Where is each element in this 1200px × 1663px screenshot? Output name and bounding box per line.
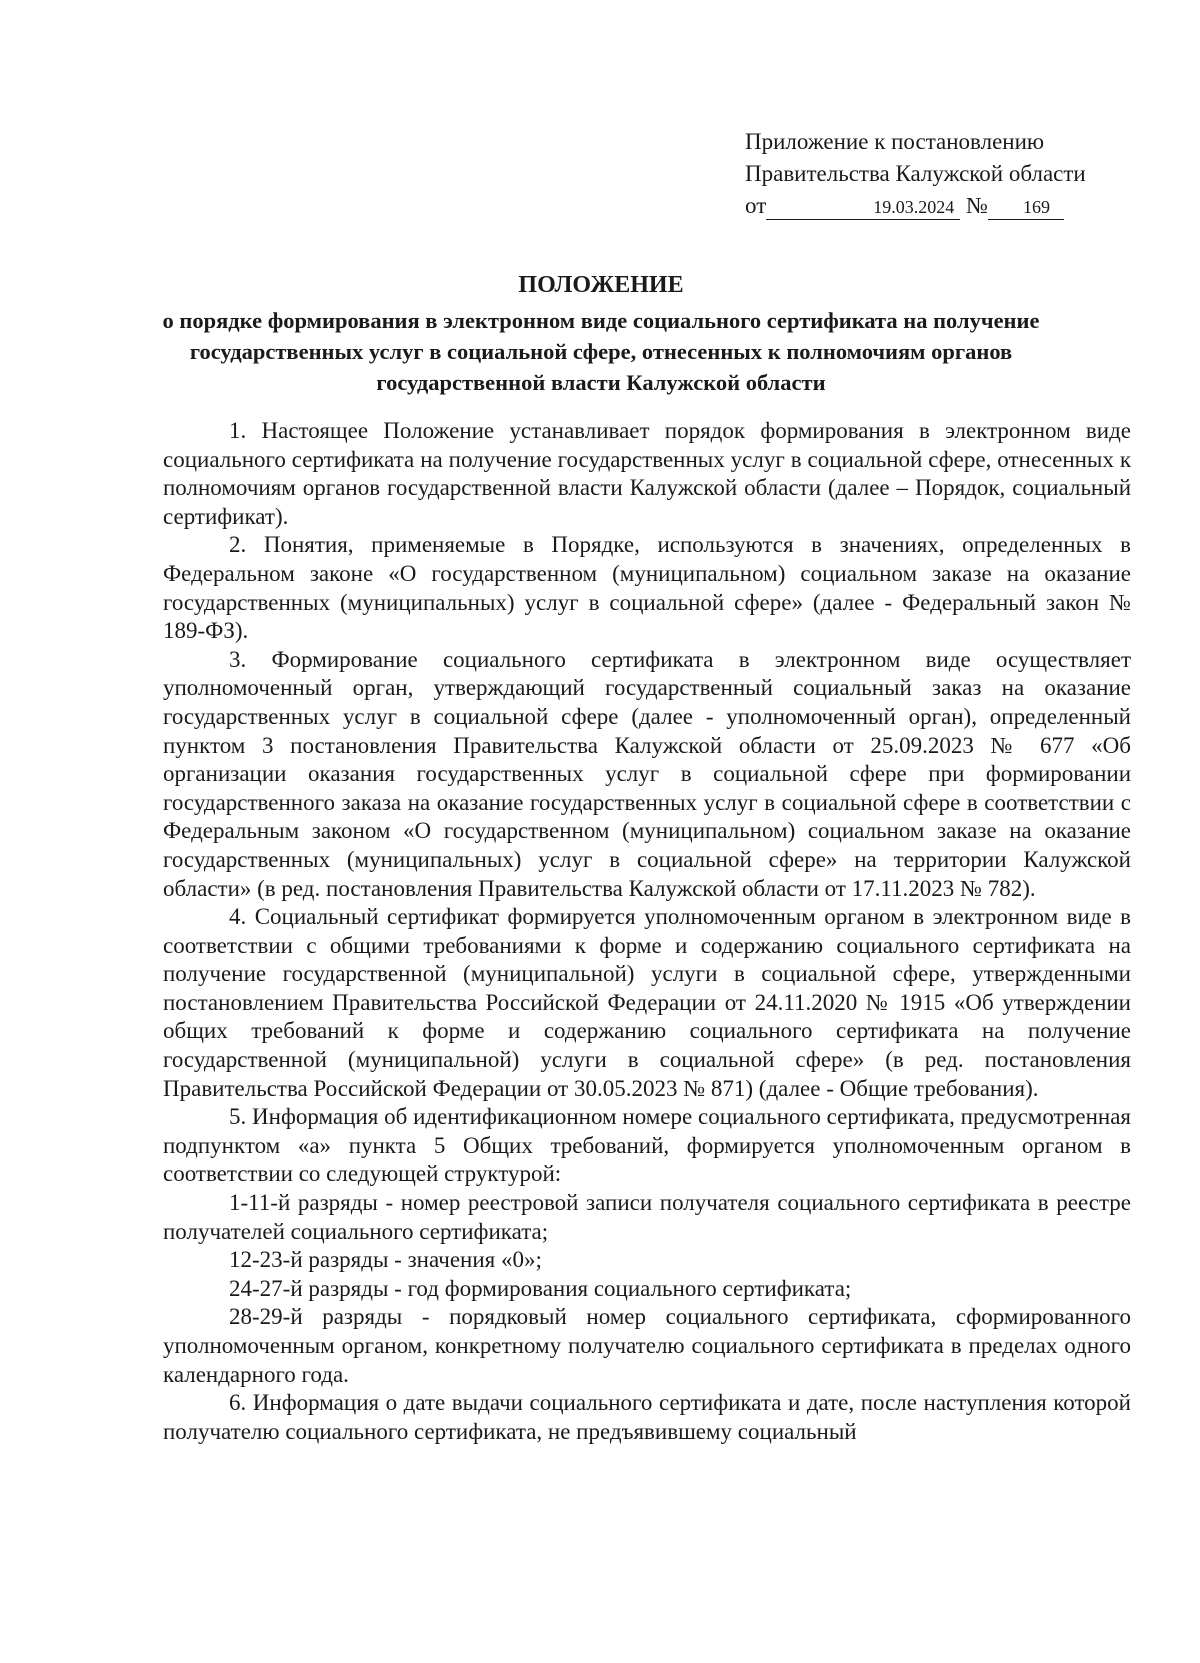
appendix-line-1: Приложение к постановлению: [745, 129, 1045, 154]
document-subtitle: о порядке формирования в электронном виде социального сертификата на получение государственных услуг в социальной сфере, отнесенных к полномочиям органов государственной власти Калужской области: [162, 308, 1040, 395]
appendix-block: [745, 126, 1086, 222]
paragraph-2: 2. Понятия, применяемые в Порядке, используются в значениях, определенных в Федеральном законе «О государственном (муниципальном) социальном заказе на оказание государственных (муниципальных) услуг в социальной сфере» (далее - Федеральный закон № 189-ФЗ).: [163, 532, 1131, 644]
structure-item-3: 24-27-й разряды - год формирования социального сертификата;: [229, 1275, 852, 1301]
number-sign: №: [966, 193, 988, 218]
document-title: ПОЛОЖЕНИЕ: [518, 272, 684, 298]
appendix-line-2: Правительства Калужской области: [745, 161, 1086, 186]
appendix-date-line: [745, 190, 1086, 222]
number-value: 169: [988, 195, 1064, 220]
document-body: [163, 417, 1131, 1446]
date-prefix: от: [745, 193, 767, 218]
paragraph-3: 3. Формирование социального сертификата в электронном виде осуществляет уполномоченный орган, утверждающий государственный социальный заказ на оказание государственных услуг в социальной сфере (далее - уполномоченный орган), определенный пунктом 3 постановления Правительства Калужской области от 25.09.2023 № 677 «Об организации оказания государственных услуг в социальной сфере при формировании государственного заказа на оказание государственных услуг в социальной сфере в соответствии с Федеральным законом «О государственном (муниципальном) социальном заказе на оказание государственных (муниципальных) услуг в социальной сфере» на территории Калужской области» (в ред. постановления Правительства Калужской области от 17.11.2023 № 782).: [163, 646, 1131, 901]
document-heading: [150, 270, 1052, 398]
paragraph-5: 5. Информация об идентификационном номере социального сертификата, предусмотренная подпунктом «а» пункта 5 Общих требований, формируется уполномоченным органом в соответствии со следующей структурой:: [163, 1104, 1131, 1187]
paragraph-4: 4. Социальный сертификат формируется уполномоченным органом в электронном виде в соответствии с общими требованиями к форме и содержанию социального сертификата на получение государственной (муниципальной) услуги в социальной сфере, утвержденными постановлением Правительства Российской Федерации от 24.11.2020 № 1915 «Об утверждении общих требований к форме и содержанию социального сертификата на получение государственной (муниципальной) услуги в социальной сфере» (в ред. постановления Правительства Российской Федерации от 30.05.2023 № 871) (далее - Общие требования).: [163, 904, 1131, 1101]
paragraph-6: 6. Информация о дате выдачи социального сертификата и дате, после наступления которой получателю социального сертификата, не предъявившему социальный: [163, 1390, 1131, 1444]
paragraph-1: 1. Настоящее Положение устанавливает порядок формирования в электронном виде социального сертификата на получение государственных услуг в социальной сфере, отнесенных к полномочиям органов государственной власти Калужской области (далее – Порядок, социальный сертификат).: [163, 418, 1131, 529]
structure-item-4: 28-29-й разряды - порядковый номер социального сертификата, сформированного уполномоченным органом, конкретному получателю социального сертификата в пределах одного календарного года.: [163, 1304, 1131, 1387]
date-value: 19.03.2024: [766, 195, 960, 220]
structure-item-2: 12-23-й разряды - значения «0»;: [229, 1247, 542, 1273]
structure-item-1: 1-11-й разряды - номер реестровой записи получателя социального сертификата в реестре получателей социального сертификата;: [163, 1190, 1131, 1244]
